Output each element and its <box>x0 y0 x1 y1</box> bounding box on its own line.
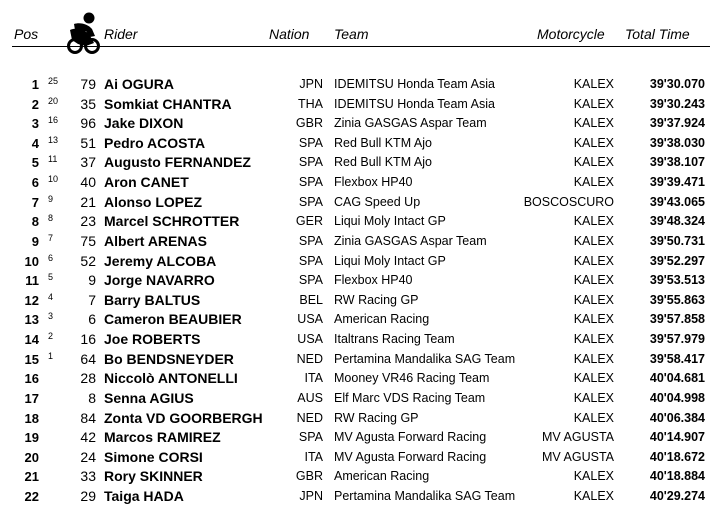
table-row <box>0 389 721 409</box>
position: 21 <box>24 469 39 485</box>
total-time: 39'39.471 <box>649 175 705 190</box>
nation: ITA <box>304 371 323 386</box>
total-time: 39'55.863 <box>649 292 705 307</box>
points: 7 <box>48 232 54 243</box>
rider-name: Taiga HADA <box>104 488 184 505</box>
position: 9 <box>31 233 39 249</box>
total-time: 39'43.065 <box>649 194 705 209</box>
team-name: Pertamina Mandalika SAG Team <box>334 351 516 366</box>
total-time: 40'04.998 <box>649 390 705 405</box>
team-name: Flexbox HP40 <box>334 273 413 288</box>
rider-number: 40 <box>80 174 96 191</box>
header-team: Team <box>334 26 369 42</box>
nation: USA <box>297 332 323 347</box>
nation: ITA <box>304 449 323 464</box>
header-total-time: Total Time <box>625 26 690 42</box>
team-name: MV Agusta Forward Racing <box>334 430 487 445</box>
points: 5 <box>48 272 54 283</box>
motorcycle: KALEX <box>573 77 614 91</box>
rider-name: Rory SKINNER <box>104 468 203 485</box>
rider-name: Pedro ACOSTA <box>104 134 206 151</box>
position: 12 <box>24 292 39 308</box>
team-name: American Racing <box>334 312 430 327</box>
rider-number: 42 <box>80 429 96 446</box>
team-name: MV Agusta Forward Racing <box>334 449 487 464</box>
table-row <box>0 252 721 272</box>
rider-number: 84 <box>80 409 96 426</box>
team-name: IDEMITSU Honda Team Asia <box>334 77 495 91</box>
position: 10 <box>24 253 39 269</box>
motorcycle: KALEX <box>573 489 614 504</box>
nation: SPA <box>298 135 323 150</box>
total-time: 40'14.907 <box>649 430 705 445</box>
rider-name: Somkiat CHANTRA <box>104 95 232 112</box>
points: 13 <box>48 134 59 145</box>
nation: NED <box>296 351 323 366</box>
rider-number: 23 <box>80 213 96 230</box>
motorcycle: KALEX <box>573 135 614 150</box>
rider-name: Barry BALTUS <box>104 291 201 308</box>
rider-name: Alonso LOPEZ <box>104 193 202 210</box>
motorcycle: KALEX <box>573 292 614 307</box>
rider-number: 8 <box>88 389 96 406</box>
rider-number: 96 <box>80 115 96 132</box>
position: 22 <box>24 489 39 505</box>
rider-name: Augusto FERNANDEZ <box>104 154 251 171</box>
table-row <box>0 428 721 448</box>
table-row <box>0 212 721 232</box>
nation: USA <box>297 312 323 327</box>
nation: BEL <box>299 292 323 307</box>
total-time: 40'18.884 <box>649 469 705 484</box>
header-nation: Nation <box>269 26 310 42</box>
header-divider <box>12 46 710 47</box>
position: 6 <box>31 175 39 191</box>
team-name: Zinia GASGAS Aspar Team <box>334 116 487 131</box>
table-row <box>0 75 721 95</box>
motorcycle: KALEX <box>573 116 614 131</box>
total-time: 39'58.417 <box>649 351 705 366</box>
motorcycle: MV AGUSTA <box>541 430 614 445</box>
rider-name: Senna AGIUS <box>104 389 194 406</box>
points: 8 <box>48 213 54 224</box>
total-time: 39'57.858 <box>649 312 705 327</box>
total-time: 39'53.513 <box>649 273 705 288</box>
rider-number: 28 <box>80 370 96 387</box>
team-name: RW Racing GP <box>334 292 419 307</box>
motorcycle: KALEX <box>573 312 614 327</box>
motorcycle: BOSCOSCURO <box>523 194 614 209</box>
team-name: CAG Speed Up <box>334 194 421 209</box>
nation: SPA <box>298 233 323 248</box>
nation: GER <box>295 214 323 229</box>
total-time: 40'06.384 <box>649 410 705 425</box>
rider-number: 24 <box>80 448 96 465</box>
points: 9 <box>48 193 54 204</box>
rider-name: Jeremy ALCOBA <box>104 252 217 269</box>
team-name: Italtrans Racing Team <box>334 332 455 347</box>
points: 10 <box>48 174 59 185</box>
total-time: 39'52.297 <box>649 253 705 268</box>
rider-name: Ai OGURA <box>104 76 174 92</box>
table-row <box>0 114 721 134</box>
team-name: Liqui Moly Intact GP <box>334 214 446 229</box>
nation: SPA <box>298 273 323 288</box>
header-motorcycle: Motorcycle <box>537 26 605 42</box>
motorcycle: KALEX <box>573 155 614 170</box>
total-time: 39'30.243 <box>649 96 705 111</box>
table-row <box>0 467 721 487</box>
table-row <box>0 330 721 350</box>
motorcycle: MV AGUSTA <box>541 449 614 464</box>
points: 2 <box>48 331 54 342</box>
rider-number: 52 <box>80 252 96 269</box>
motorcycle: KALEX <box>573 332 614 347</box>
motorcycle-rider-icon <box>64 10 102 54</box>
nation: SPA <box>298 175 323 190</box>
rider-name: Jorge NAVARRO <box>104 272 215 289</box>
motorcycle: KALEX <box>573 175 614 190</box>
rider-name: Jake DIXON <box>104 115 184 132</box>
table-row <box>0 369 721 389</box>
table-row <box>0 173 721 193</box>
nation: JPN <box>299 489 323 504</box>
rider-name: Bo BENDSNEYDER <box>104 350 234 367</box>
position: 1 <box>31 77 39 92</box>
nation: NED <box>296 410 323 425</box>
rider-name: Cameron BEAUBIER <box>104 311 242 328</box>
team-name: IDEMITSU Honda Team Asia <box>334 96 495 111</box>
rider-number: 16 <box>80 331 96 348</box>
table-row <box>0 350 721 370</box>
position: 11 <box>25 273 39 289</box>
points: 20 <box>48 95 59 106</box>
nation: GBR <box>295 116 323 131</box>
rider-name: Niccolò ANTONELLI <box>104 370 238 387</box>
position: 5 <box>31 155 39 171</box>
table-row <box>0 291 721 311</box>
position: 13 <box>24 312 39 328</box>
position: 8 <box>31 214 39 230</box>
nation: SPA <box>298 194 323 209</box>
nation: JPN <box>299 77 323 91</box>
header-pos: Pos <box>14 26 39 42</box>
total-time: 39'48.324 <box>649 214 705 229</box>
rider-name: Marcel SCHROTTER <box>104 213 240 230</box>
rider-number: 64 <box>80 350 96 367</box>
motorcycle: KALEX <box>573 233 614 248</box>
rider-name: Albert ARENAS <box>104 232 207 249</box>
rider-name: Zonta VD GOORBERGH <box>104 409 263 426</box>
team-name: Zinia GASGAS Aspar Team <box>334 233 487 248</box>
table-row <box>0 95 721 115</box>
table-row <box>0 487 721 507</box>
motorcycle: KALEX <box>573 214 614 229</box>
position: 2 <box>31 96 39 112</box>
rider-number: 35 <box>80 95 96 112</box>
total-time: 39'37.924 <box>649 116 705 131</box>
rider-number: 51 <box>80 134 96 151</box>
rider-name: Joe ROBERTS <box>104 331 201 348</box>
motorcycle: KALEX <box>573 253 614 268</box>
points: 16 <box>48 115 59 126</box>
points: 6 <box>48 252 54 263</box>
rider-name: Simone CORSI <box>104 448 203 465</box>
table-row <box>0 193 721 213</box>
table-row <box>0 409 721 429</box>
position: 20 <box>24 449 39 465</box>
nation: THA <box>298 96 323 111</box>
total-time: 40'18.672 <box>649 449 705 464</box>
rider-number: 29 <box>80 488 96 505</box>
motorcycle: KALEX <box>573 410 614 425</box>
motorcycle: KALEX <box>573 469 614 484</box>
rider-number: 9 <box>88 272 96 289</box>
position: 3 <box>31 116 39 132</box>
rider-number: 75 <box>80 232 96 249</box>
position: 7 <box>31 194 39 210</box>
rider-number: 7 <box>88 291 96 308</box>
total-time: 39'50.731 <box>649 233 705 248</box>
rider-number: 37 <box>80 154 96 171</box>
table-row <box>0 134 721 154</box>
points: 4 <box>48 291 54 302</box>
team-name: Elf Marc VDS Racing Team <box>334 390 486 405</box>
header-rider: Rider <box>104 26 138 42</box>
points: 11 <box>48 154 58 165</box>
nation: SPA <box>298 253 323 268</box>
points: 1 <box>48 350 54 361</box>
position: 17 <box>24 390 39 406</box>
rider-number: 33 <box>80 468 96 485</box>
table-row <box>0 232 721 252</box>
total-time: 39'57.979 <box>649 332 705 347</box>
table-row <box>0 153 721 173</box>
position: 14 <box>24 332 39 348</box>
rider-name: Marcos RAMIREZ <box>104 429 221 446</box>
nation: GBR <box>295 469 323 484</box>
total-time: 39'38.030 <box>649 135 705 150</box>
total-time: 40'29.274 <box>649 489 705 504</box>
team-name: Mooney VR46 Racing Team <box>334 371 490 386</box>
points: 3 <box>48 311 54 322</box>
table-row <box>0 271 721 291</box>
rider-number: 21 <box>80 193 96 210</box>
team-name: Red Bull KTM Ajo <box>334 155 432 170</box>
team-name: Pertamina Mandalika SAG Team <box>334 489 516 504</box>
nation: SPA <box>298 430 323 445</box>
motorcycle: KALEX <box>573 390 614 405</box>
team-name: American Racing <box>334 469 430 484</box>
total-time: 39'30.070 <box>649 77 705 91</box>
team-name: RW Racing GP <box>334 410 419 425</box>
nation: AUS <box>297 390 323 405</box>
position: 18 <box>24 410 39 426</box>
rider-number: 79 <box>80 76 96 92</box>
motorcycle: KALEX <box>573 371 614 386</box>
points: 25 <box>48 76 59 86</box>
team-name: Liqui Moly Intact GP <box>334 253 446 268</box>
total-time: 39'38.107 <box>649 155 705 170</box>
motorcycle: KALEX <box>573 351 614 366</box>
position: 4 <box>31 135 39 151</box>
table-row <box>0 448 721 468</box>
position: 15 <box>24 351 39 367</box>
team-name: Flexbox HP40 <box>334 175 413 190</box>
table-row <box>0 310 721 330</box>
team-name: Red Bull KTM Ajo <box>334 135 432 150</box>
rider-name: Aron CANET <box>104 174 189 191</box>
position: 19 <box>24 430 39 446</box>
motorcycle: KALEX <box>573 96 614 111</box>
position: 16 <box>24 371 39 387</box>
motorcycle: KALEX <box>573 273 614 288</box>
total-time: 40'04.681 <box>649 371 705 386</box>
nation: SPA <box>298 155 323 170</box>
rider-number: 6 <box>88 311 96 328</box>
